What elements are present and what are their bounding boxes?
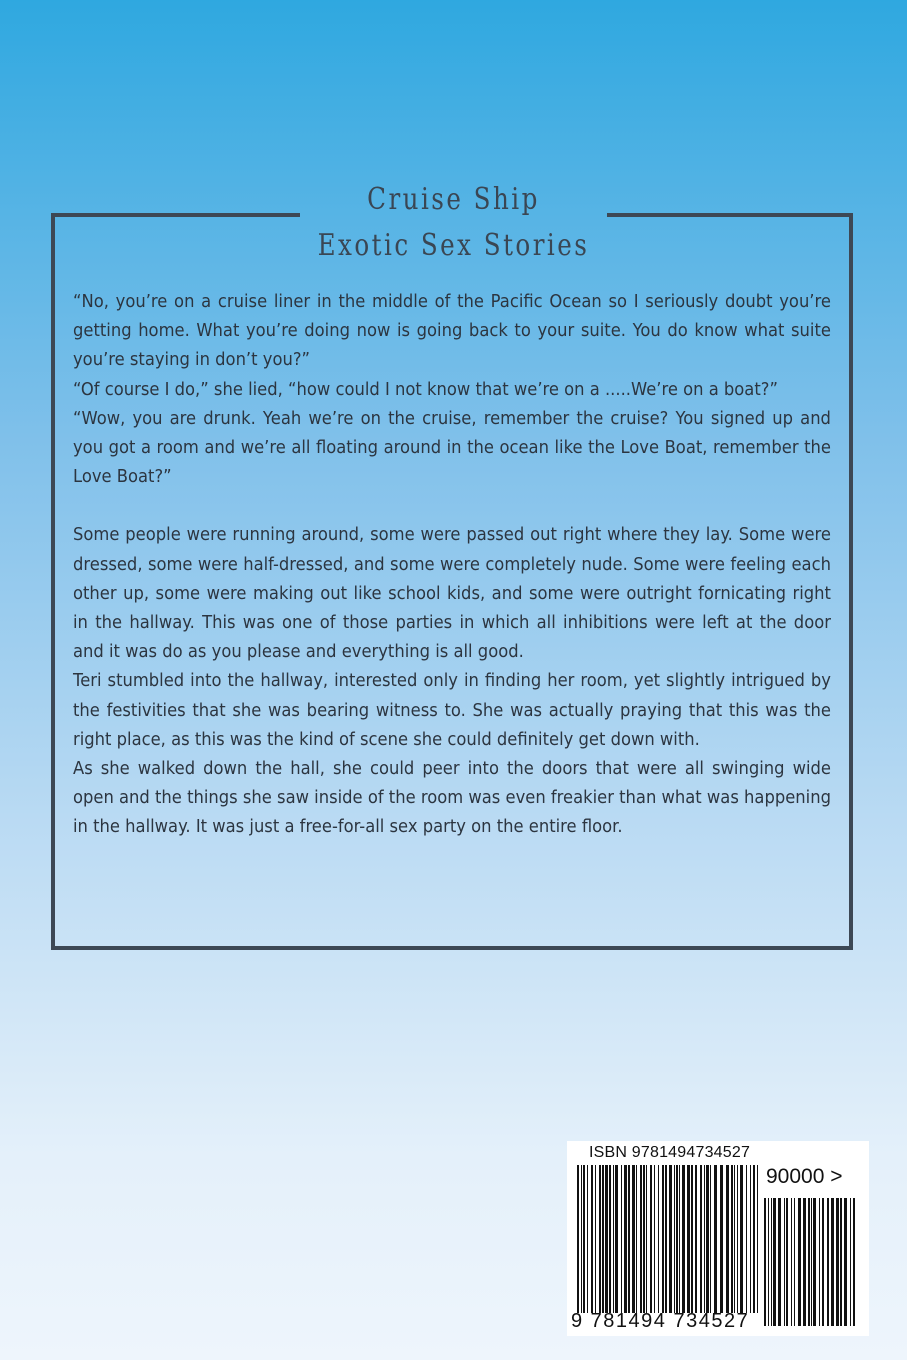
barcode-bar — [844, 1198, 847, 1326]
barcode-bar — [679, 1165, 680, 1313]
barcode-bar — [784, 1198, 785, 1326]
price-addon-label: 90000 > — [766, 1165, 843, 1188]
barcode-bar — [734, 1165, 735, 1313]
barcode-bar — [740, 1165, 743, 1313]
barcode-bar — [654, 1165, 655, 1313]
isbn-label: ISBN 9781494734527 — [589, 1144, 751, 1161]
title-line-1: Cruise Ship — [367, 182, 540, 217]
barcode-bar — [710, 1165, 711, 1313]
barcode-bar — [822, 1198, 824, 1326]
barcode-bar — [691, 1165, 693, 1313]
barcode-bar — [650, 1165, 652, 1313]
barcode-bar — [853, 1198, 855, 1326]
barcode-bar — [757, 1165, 758, 1313]
excerpt-paragraph-2: “Of course I do,” she lied, “how could I not know that we’re on a .....We’re on a boat?” — [73, 379, 778, 400]
barcode-bar — [808, 1198, 810, 1326]
barcode-bar — [714, 1165, 717, 1313]
barcode-bar — [636, 1165, 637, 1313]
barcode-bar — [726, 1165, 729, 1313]
barcode-bar — [595, 1165, 596, 1313]
barcode-bar — [613, 1165, 614, 1313]
barcode-bar — [591, 1165, 593, 1313]
barcode-bar — [811, 1198, 812, 1326]
barcode-bar — [764, 1198, 766, 1326]
barcode-bar — [581, 1165, 582, 1313]
barcode-bar — [624, 1165, 627, 1313]
barcode-bar — [609, 1165, 611, 1313]
excerpt — [73, 288, 831, 843]
barcode-bar — [850, 1198, 851, 1326]
barcode-bar — [771, 1198, 772, 1326]
barcode-bar — [628, 1165, 630, 1313]
barcode-bar — [599, 1165, 601, 1313]
barcode-bar — [682, 1165, 685, 1313]
barcode-bar — [819, 1198, 820, 1326]
barcode-bar — [720, 1165, 723, 1313]
barcode-bar — [840, 1198, 842, 1326]
isbn-digits: 9 781494 734527 — [571, 1310, 750, 1332]
barcode-bar — [786, 1198, 788, 1326]
barcode-bar — [798, 1198, 801, 1326]
barcode-bar — [587, 1165, 588, 1313]
barcode-bar — [643, 1165, 645, 1313]
barcode-panel — [567, 1141, 869, 1336]
barcode-bar — [577, 1165, 579, 1313]
barcode-bar — [632, 1165, 635, 1313]
barcode-bar — [687, 1165, 690, 1313]
barcode-bar — [773, 1198, 776, 1326]
barcode-bar — [658, 1165, 659, 1313]
barcode-bar — [704, 1165, 705, 1313]
barcode-bar — [695, 1165, 697, 1313]
excerpt-paragraph-3: “Wow, you are drunk. Yeah we’re on the cruise, remember the cruise? You signed up and you got a room and we’re all floating around in the ocean like the Love Boat, remember the Love Boat?” — [73, 408, 831, 488]
barcode-bar — [737, 1165, 738, 1313]
barcode-bar — [674, 1165, 675, 1313]
barcode-bar — [813, 1198, 816, 1326]
excerpt-paragraph-4: Some people were running around, some were passed out right where they lay. Some were dressed, some were half-dressed, and some were completely nude. Some were feeling each other up, some were making out like school kids, and some were outright fornicating right in the hallway. This was one of those parties in which all inhibitions were left at the door and it was do as you please and everything is all good. — [73, 525, 831, 663]
title-line-2: Exotic Sex Stories — [317, 228, 590, 263]
barcode-bar — [791, 1198, 792, 1326]
barcode-bar — [602, 1165, 604, 1313]
barcode-bar — [646, 1165, 647, 1313]
barcode-bar — [794, 1198, 795, 1326]
barcode-bar — [836, 1198, 839, 1326]
barcode-bar — [746, 1165, 747, 1313]
barcode-bar — [665, 1165, 667, 1313]
price-addon-barcode — [764, 1198, 856, 1326]
paragraph-gap — [73, 492, 831, 521]
excerpt-paragraph-1: “No, you’re on a cruise liner in the middle of the Pacific Ocean so I seriously doubt you’re getting home. What you’re doing now is going back to your suite. You do know what suite you’re staying in don’t you?” — [73, 292, 831, 371]
barcode-bar — [621, 1165, 622, 1313]
excerpt-paragraph-5: Teri stumbled into the hallway, interested only in finding her room, yet slightly intrigued by the festivities that she was bearing witness to. She was actually praying that this was the right place, as this was the kind of scene she could definitely get down with. — [73, 671, 831, 750]
barcode-bar — [827, 1198, 829, 1326]
barcode-bar — [803, 1198, 806, 1326]
isbn-barcode — [577, 1165, 762, 1313]
barcode-bar — [640, 1165, 642, 1313]
barcode-bar — [662, 1165, 664, 1313]
barcode-bar — [768, 1198, 769, 1326]
barcode-bar — [706, 1165, 709, 1313]
barcode-bar — [676, 1165, 678, 1313]
barcode-bar — [750, 1165, 751, 1313]
excerpt-paragraph-6: As she walked down the hall, she could peer into the doors that were all swinging wide open and the things she saw inside of the room was even freakier than what was happening in the hallway. It was just a free-for-all sex party on the entire floor. — [73, 759, 831, 838]
barcode-bar — [700, 1165, 702, 1313]
barcode-bar — [778, 1198, 781, 1326]
barcode-bar — [753, 1165, 755, 1313]
barcode-bar — [669, 1165, 672, 1313]
barcode-bar — [731, 1165, 733, 1313]
barcode-bar — [605, 1165, 608, 1313]
barcode-bar — [615, 1165, 618, 1313]
barcode-bar — [583, 1165, 585, 1313]
barcode-bar — [831, 1198, 834, 1326]
